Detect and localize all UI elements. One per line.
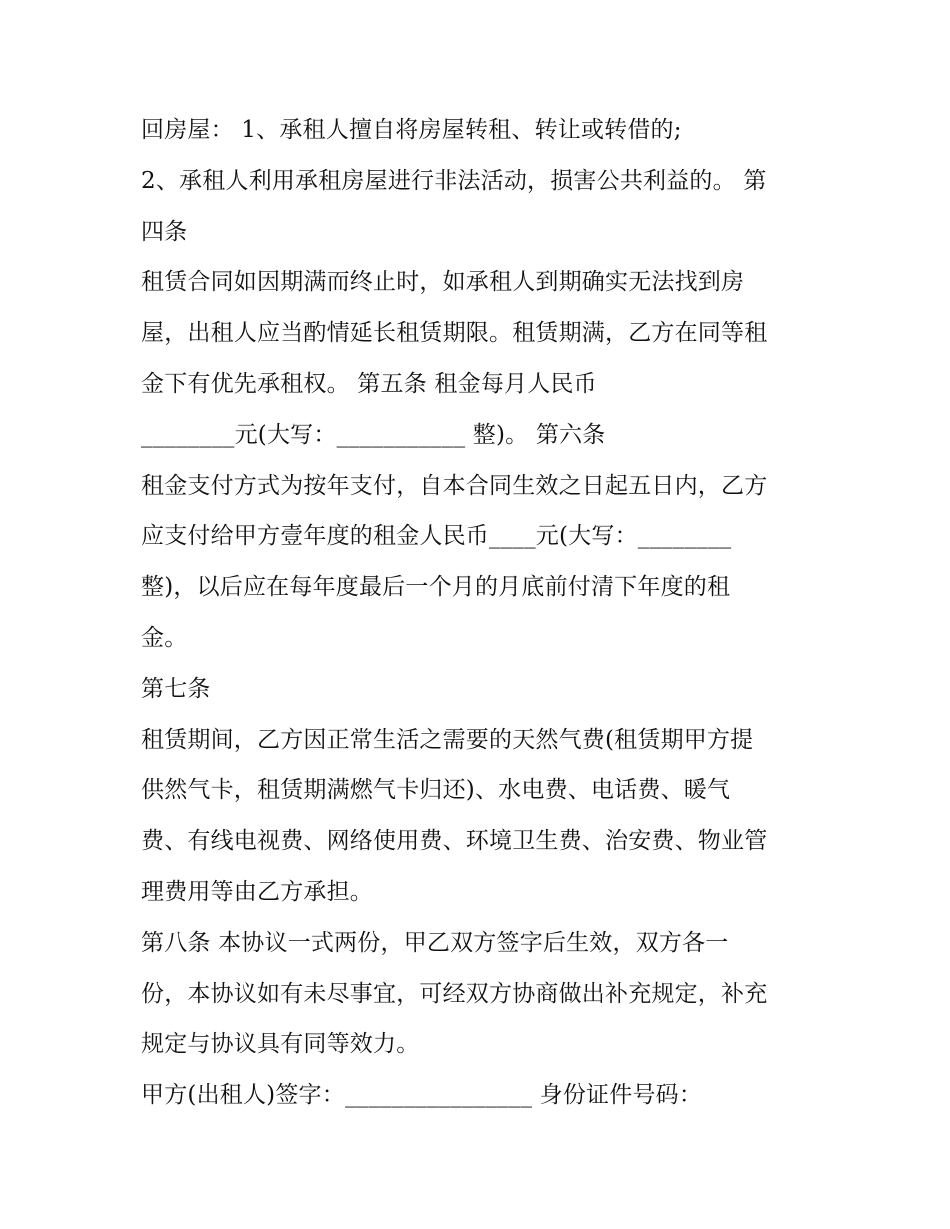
text-line-18: 份，本协议如有未尽事宜，可经双方协商做出补充规定，补充 [141, 980, 768, 1007]
text-line-16: 理费用等由乙方承担。 [141, 878, 373, 905]
text-line-10: 整)，以后应在每年度最后一个月的月底前付清下年度的租 [141, 574, 731, 601]
text-line-9: 应支付给甲方壹年度的租金人民币____元(大写：________ [141, 523, 732, 550]
text-line-15: 费、有线电视费、网络使用费、环境卫生费、治安费、物业管 [141, 828, 768, 855]
text-line-8: 租金支付方式为按年支付，自本合同生效之日起五日内，乙方 [141, 472, 768, 499]
text-line-14: 供然气卡，租赁期满燃气卡归还)、水电费、电话费、暖气 [141, 777, 731, 804]
text-line-4: 租赁合同如因期满而终止时，如承租人到期确实无法找到房 [141, 269, 745, 296]
text-line-13: 租赁期间，乙方因正常生活之需要的天然气费(租赁期甲方提 [141, 726, 754, 753]
text-line-7: ________元(大写：___________ 整)。 第六条 [141, 421, 606, 448]
contract-text [141, 105, 831, 1121]
text-line-3: 四条 [141, 218, 188, 245]
text-line-11: 金。 [141, 624, 188, 651]
text-line-2: 2、承租人利用承租房屋进行非法活动，损害公共利益的。 第 [141, 167, 767, 194]
text-line-1: 回房屋： 1、承租人擅自将房屋转租、转让或转借的; [141, 117, 682, 143]
text-line-6: 金下有优先承租权。 第五条 租金每月人民币 [141, 370, 597, 397]
text-line-17: 第八条 本协议一式两份，甲乙双方签字后生效，双方各一 [141, 929, 729, 956]
text-line-19: 规定与协议具有同等效力。 [141, 1031, 420, 1058]
text-line-12: 第七条 [141, 675, 211, 702]
text-line-20: 甲方(出租人)签字：________________ 身份证件号码： [141, 1082, 703, 1109]
text-line-5: 屋，出租人应当酌情延长租赁期限。租赁期满，乙方在同等租 [141, 320, 768, 347]
